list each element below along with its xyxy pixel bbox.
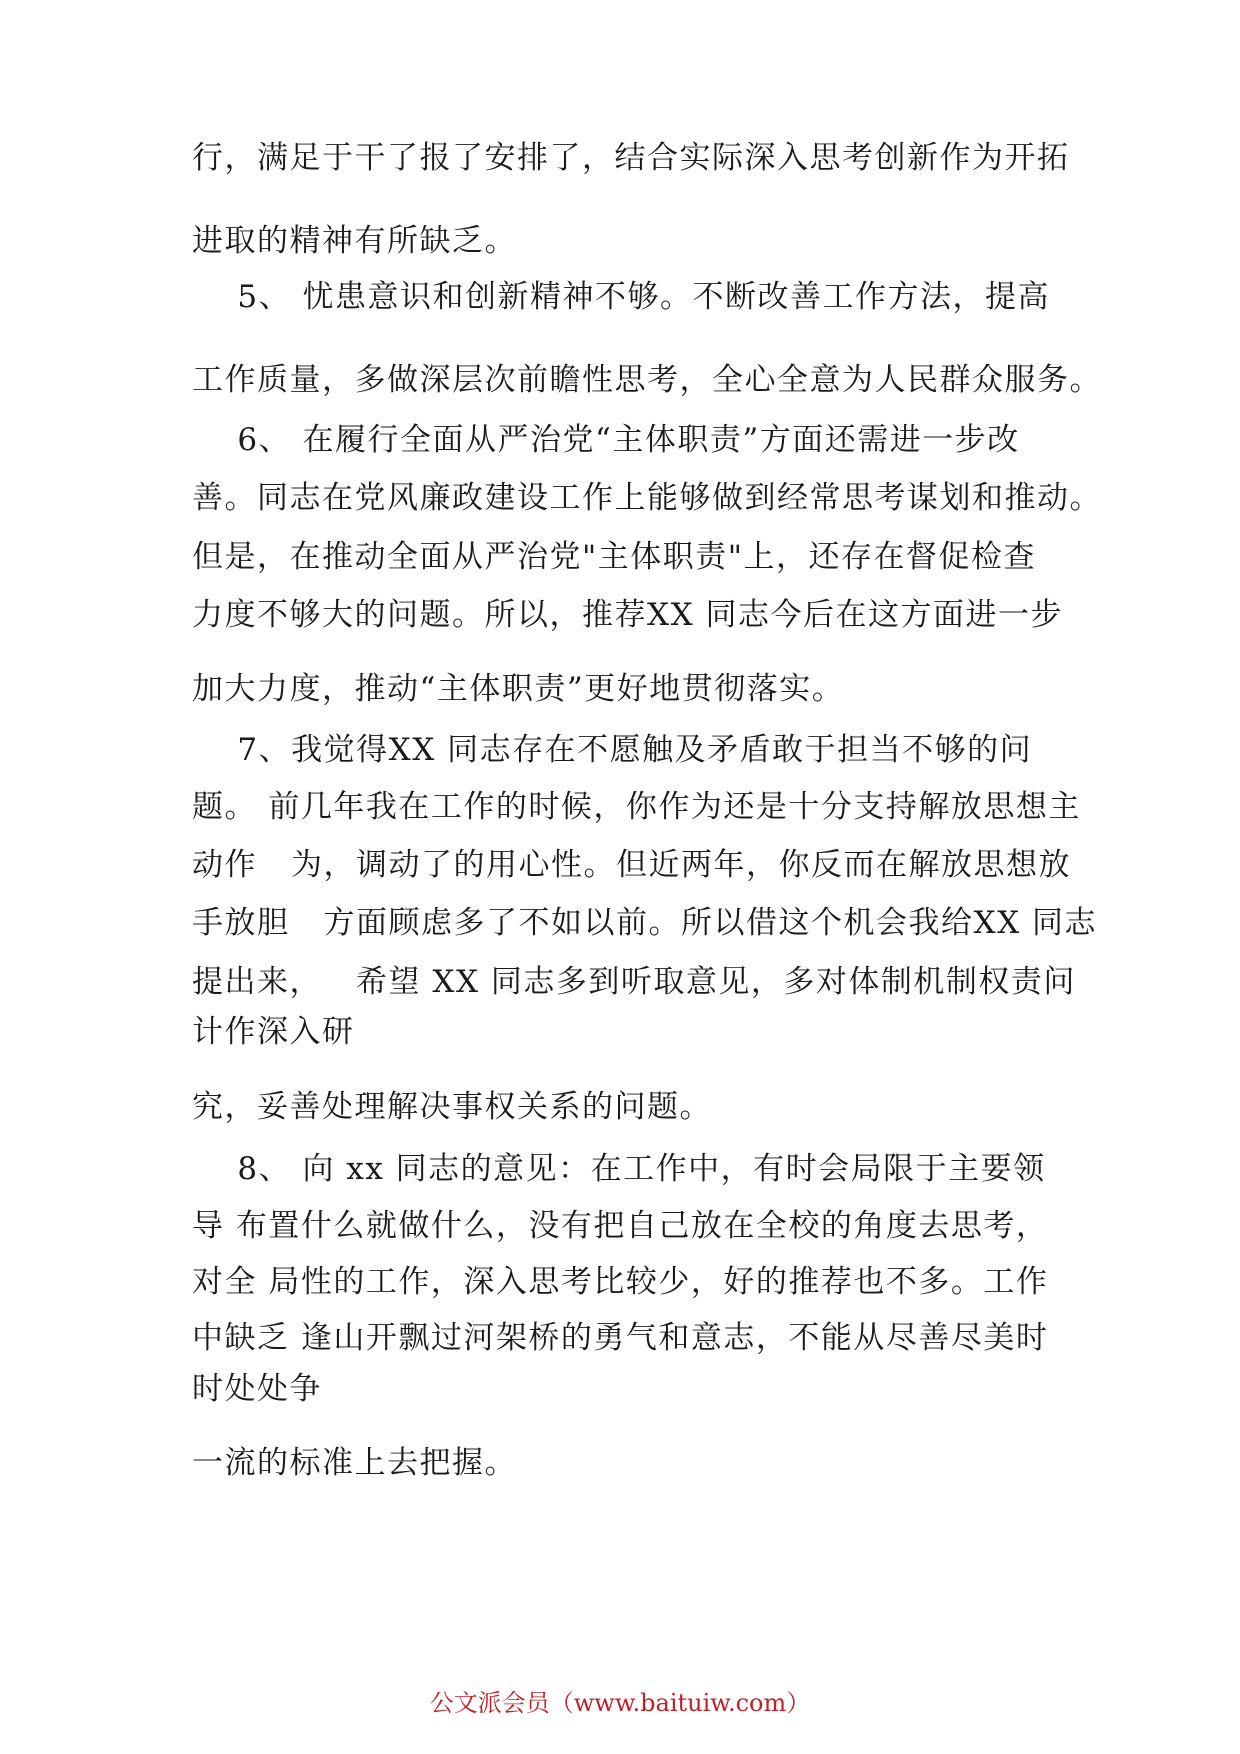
paragraph-line: 5、 忧患意识和创新精神不够。不断改善工作方法，提高 xyxy=(192,279,1050,315)
paragraph-line: 工作质量，多做深层次前瞻性思考，全心全意为人民群众服务。 xyxy=(192,362,1102,398)
footer-watermark: 公文派会员（www.baituiw.com） xyxy=(429,1689,811,1717)
paragraph-line: 动作 为，调动了的用心性。但近两年，你反而在解放思想放 xyxy=(192,847,1072,883)
paragraph-line: 7、我觉得XX 同志存在不愿触及矛盾敢于担当不够的问 xyxy=(192,732,1033,768)
paragraph-line: 进取的精神有所缺乏。 xyxy=(192,223,517,259)
paragraph-line: 6、 在履行全面从严治党“主体职责”方面还需进一步改 xyxy=(192,422,1020,458)
paragraph-line: 力度不够大的问题。所以，推荐XX 同志今后在这方面进一步 xyxy=(192,597,1063,633)
paragraph-line: 提出来， 希望 XX 同志多到听取意见，多对体制机制权责问 xyxy=(192,964,1076,1000)
paragraph-line: 但是，在推动全面从严治党"主体职责"上，还存在督促检查 xyxy=(192,539,1037,575)
paragraph-line: 行，满足于干了报了安排了，结合实际深入思考创新作为开拓 xyxy=(192,140,1070,176)
paragraph-line: 一流的标准上去把握。 xyxy=(192,1445,517,1481)
paragraph-line: 善。同志在党风廉政建设工作上能够做到经常思考谋划和推动。 xyxy=(192,480,1102,516)
paragraph-line: 手放胆 方面顾虑多了不如以前。所以借这个机会我给XX 同志 xyxy=(192,905,1098,941)
paragraph-line: 时处处争 xyxy=(192,1371,322,1407)
paragraph-line: 究，妥善处理解决事权关系的问题。 xyxy=(192,1089,712,1125)
paragraph-line: 题。 前几年我在工作的时候，你作为还是十分支持解放思想主 xyxy=(192,789,1081,825)
paragraph-line: 导 布置什么就做什么，没有把自己放在全校的角度去思考， xyxy=(192,1208,1049,1244)
paragraph-line: 对全 局性的工作，深入思考比较少，好的推荐也不多。工作 xyxy=(192,1264,1049,1300)
paragraph-line: 计作深入研 xyxy=(192,1014,355,1050)
paragraph-line: 加大力度，推动“主体职责”更好地贯彻落实。 xyxy=(192,671,845,707)
paragraph-line: 中缺乏 逢山开飘过河架桥的勇气和意志，不能从尽善尽美时 xyxy=(192,1320,1049,1356)
paragraph-line: 8、 向 xx 同志的意见：在工作中，有时会局限于主要领 xyxy=(192,1151,1046,1187)
